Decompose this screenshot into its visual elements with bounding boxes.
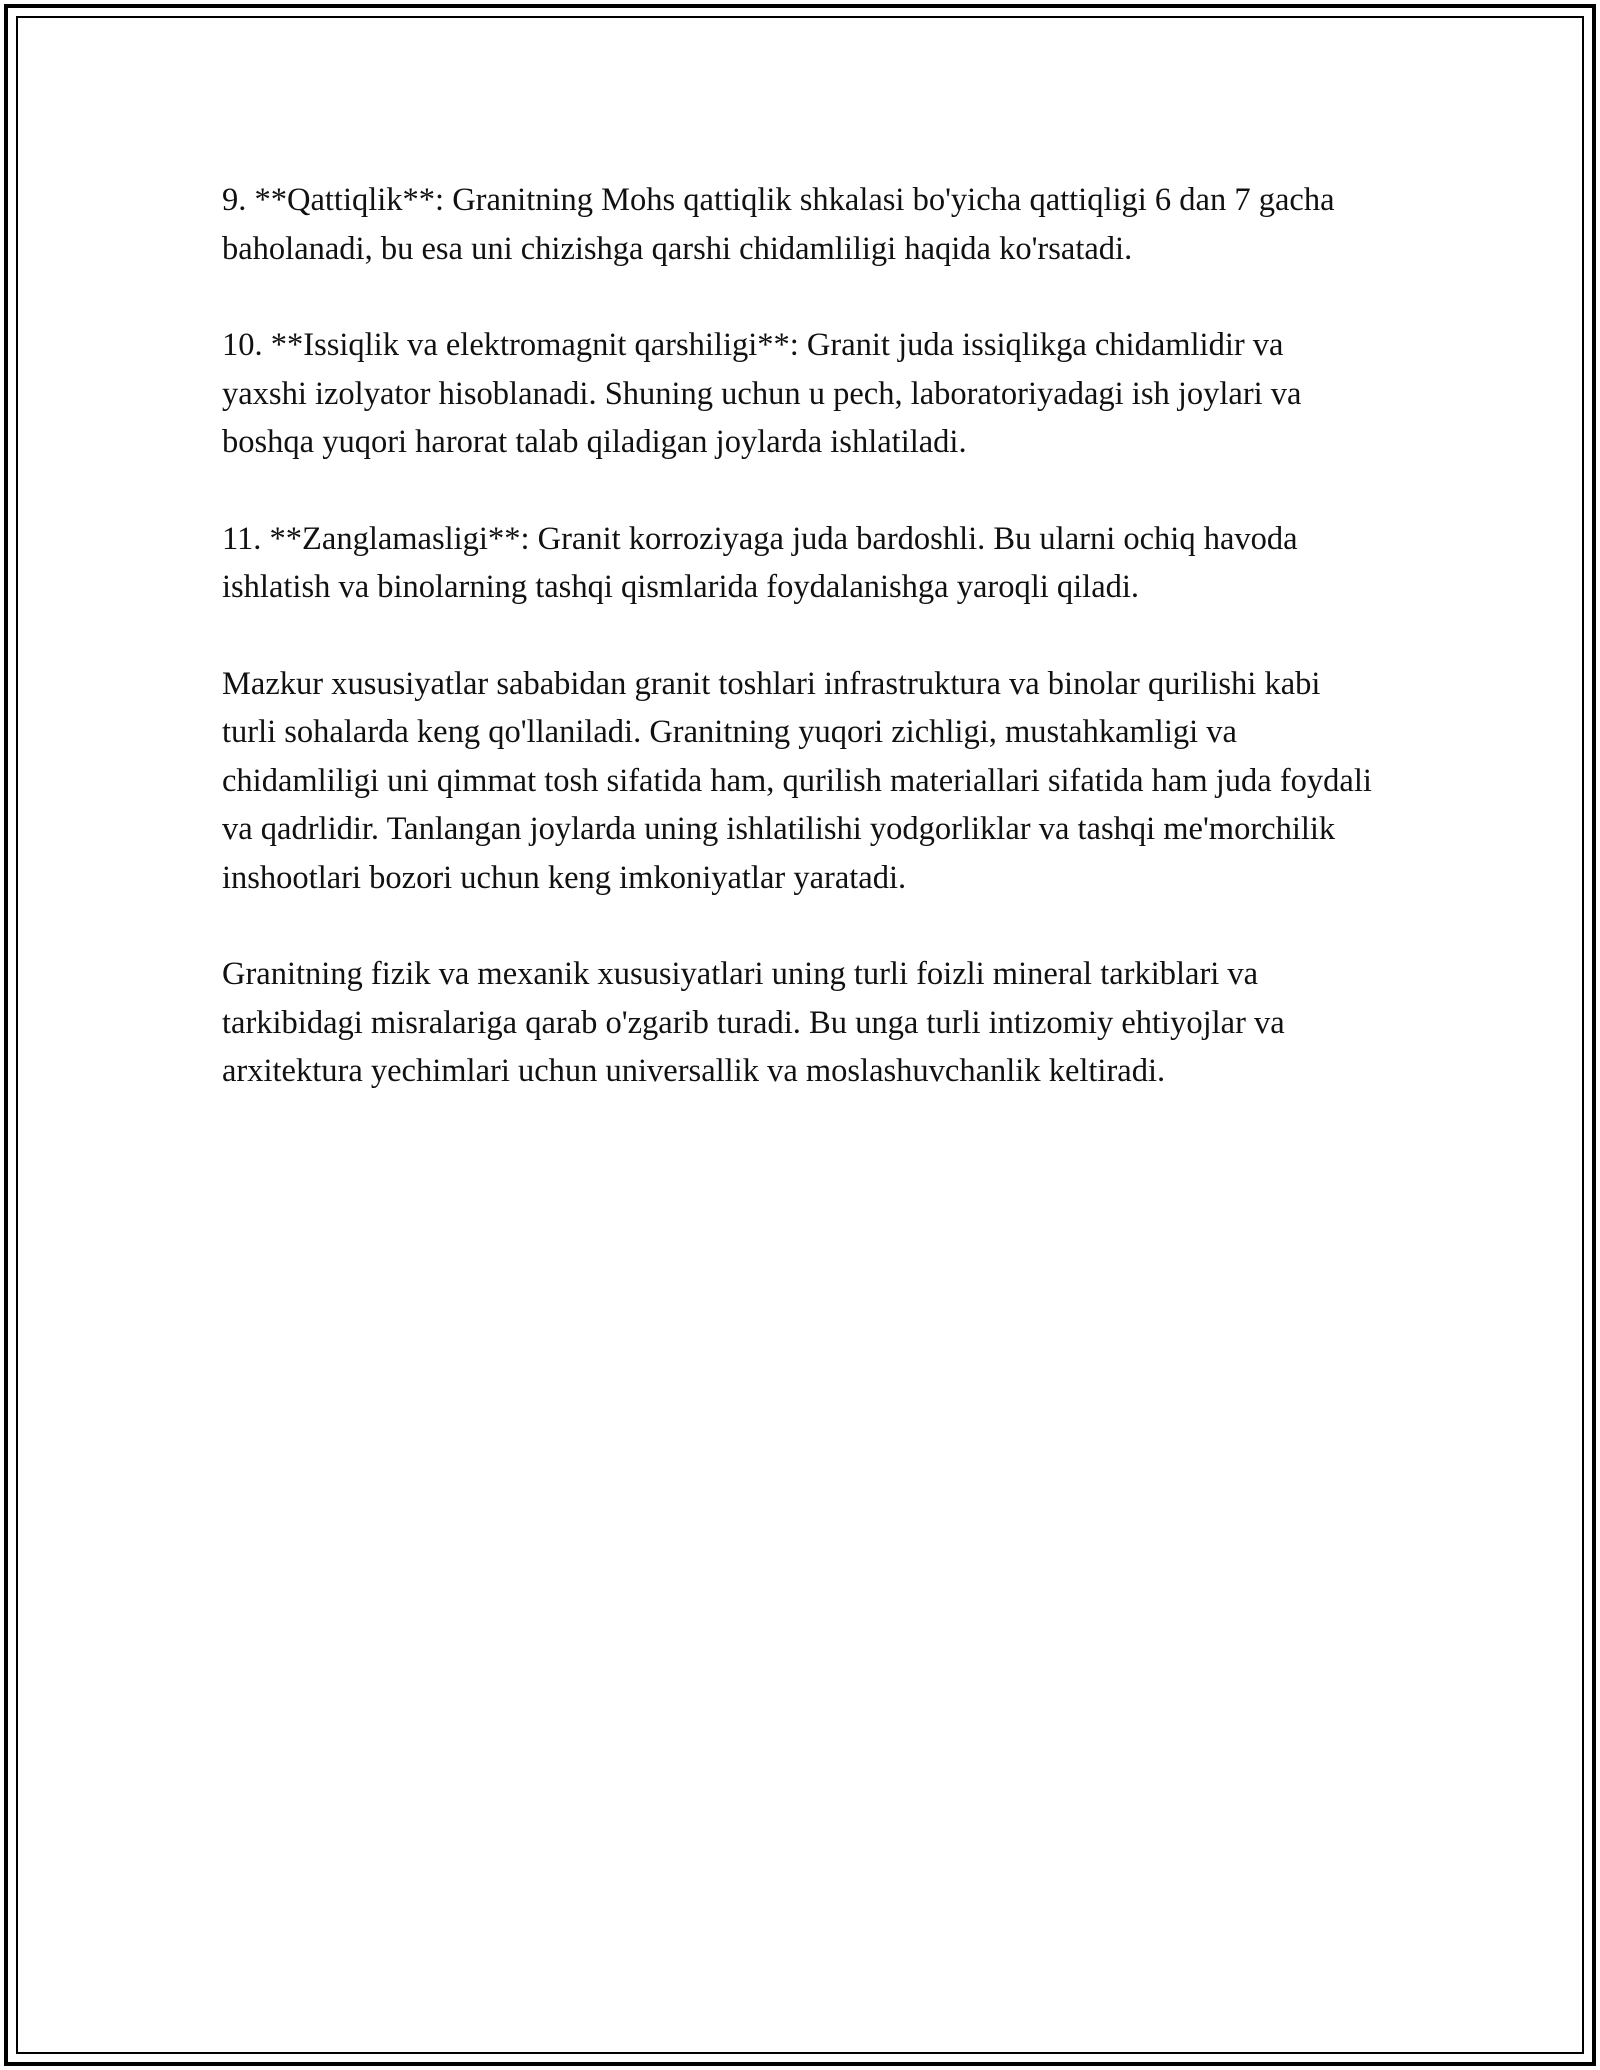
- paragraph-heat-resistance: 10. **Issiqlik va elektromagnit qarshiligi**: Granit juda issiqlikga chidamlidir va yaxshi izolyator hisoblanadi. Shuning uchun u pech, laboratoriyadagi ish joylari va boshqa yuqori harorat talab qiladigan joylarda ishlatiladi.: [222, 327, 1302, 460]
- paragraph-hardness: 9. **Qattiqlik**: Granitning Mohs qattiqlik shkalasi bo'yicha qattiqligi 6 dan 7 gacha baholanadi, bu esa uni chizishga qarshi chidamliligi haqida ko'rsatadi.: [222, 182, 1335, 267]
- paragraph-applications: Mazkur xususiyatlar sababidan granit toshlari infrastruktura va binolar qurilishi kabi turli sohalarda keng qo'llaniladi. Granitning yuqori zichligi, mustahkamligi va chidamliligi uni qimmat tosh sifatida ham, qurilish materiallari sifatida ham juda foydali va qadrlidir. Tanlangan joylarda uning ishlatilishi yodgorliklar va tashqi me'morchilik inshootlari bozori uchun keng imkoniyatlar yaratadi.: [222, 665, 1372, 896]
- paragraph-corrosion-resistance: 11. **Zanglamasligi**: Granit korroziyaga juda bardoshli. Bu ularni ochiq havoda ishlatish va binolarning tashqi qismlarida foydalanishga yaroqli qiladi.: [222, 520, 1298, 605]
- document-body: [222, 176, 1372, 1144]
- paragraph-conclusion: Granitning fizik va mexanik xususiyatlari uning turli foizli mineral tarkiblari va tarkibidagi misralariga qarab o'zgarib turadi. Bu unga turli intizomiy ehtiyojlar va arxitektura yechimlari uchun universallik va moslashuvchanlik keltiradi.: [222, 956, 1285, 1089]
